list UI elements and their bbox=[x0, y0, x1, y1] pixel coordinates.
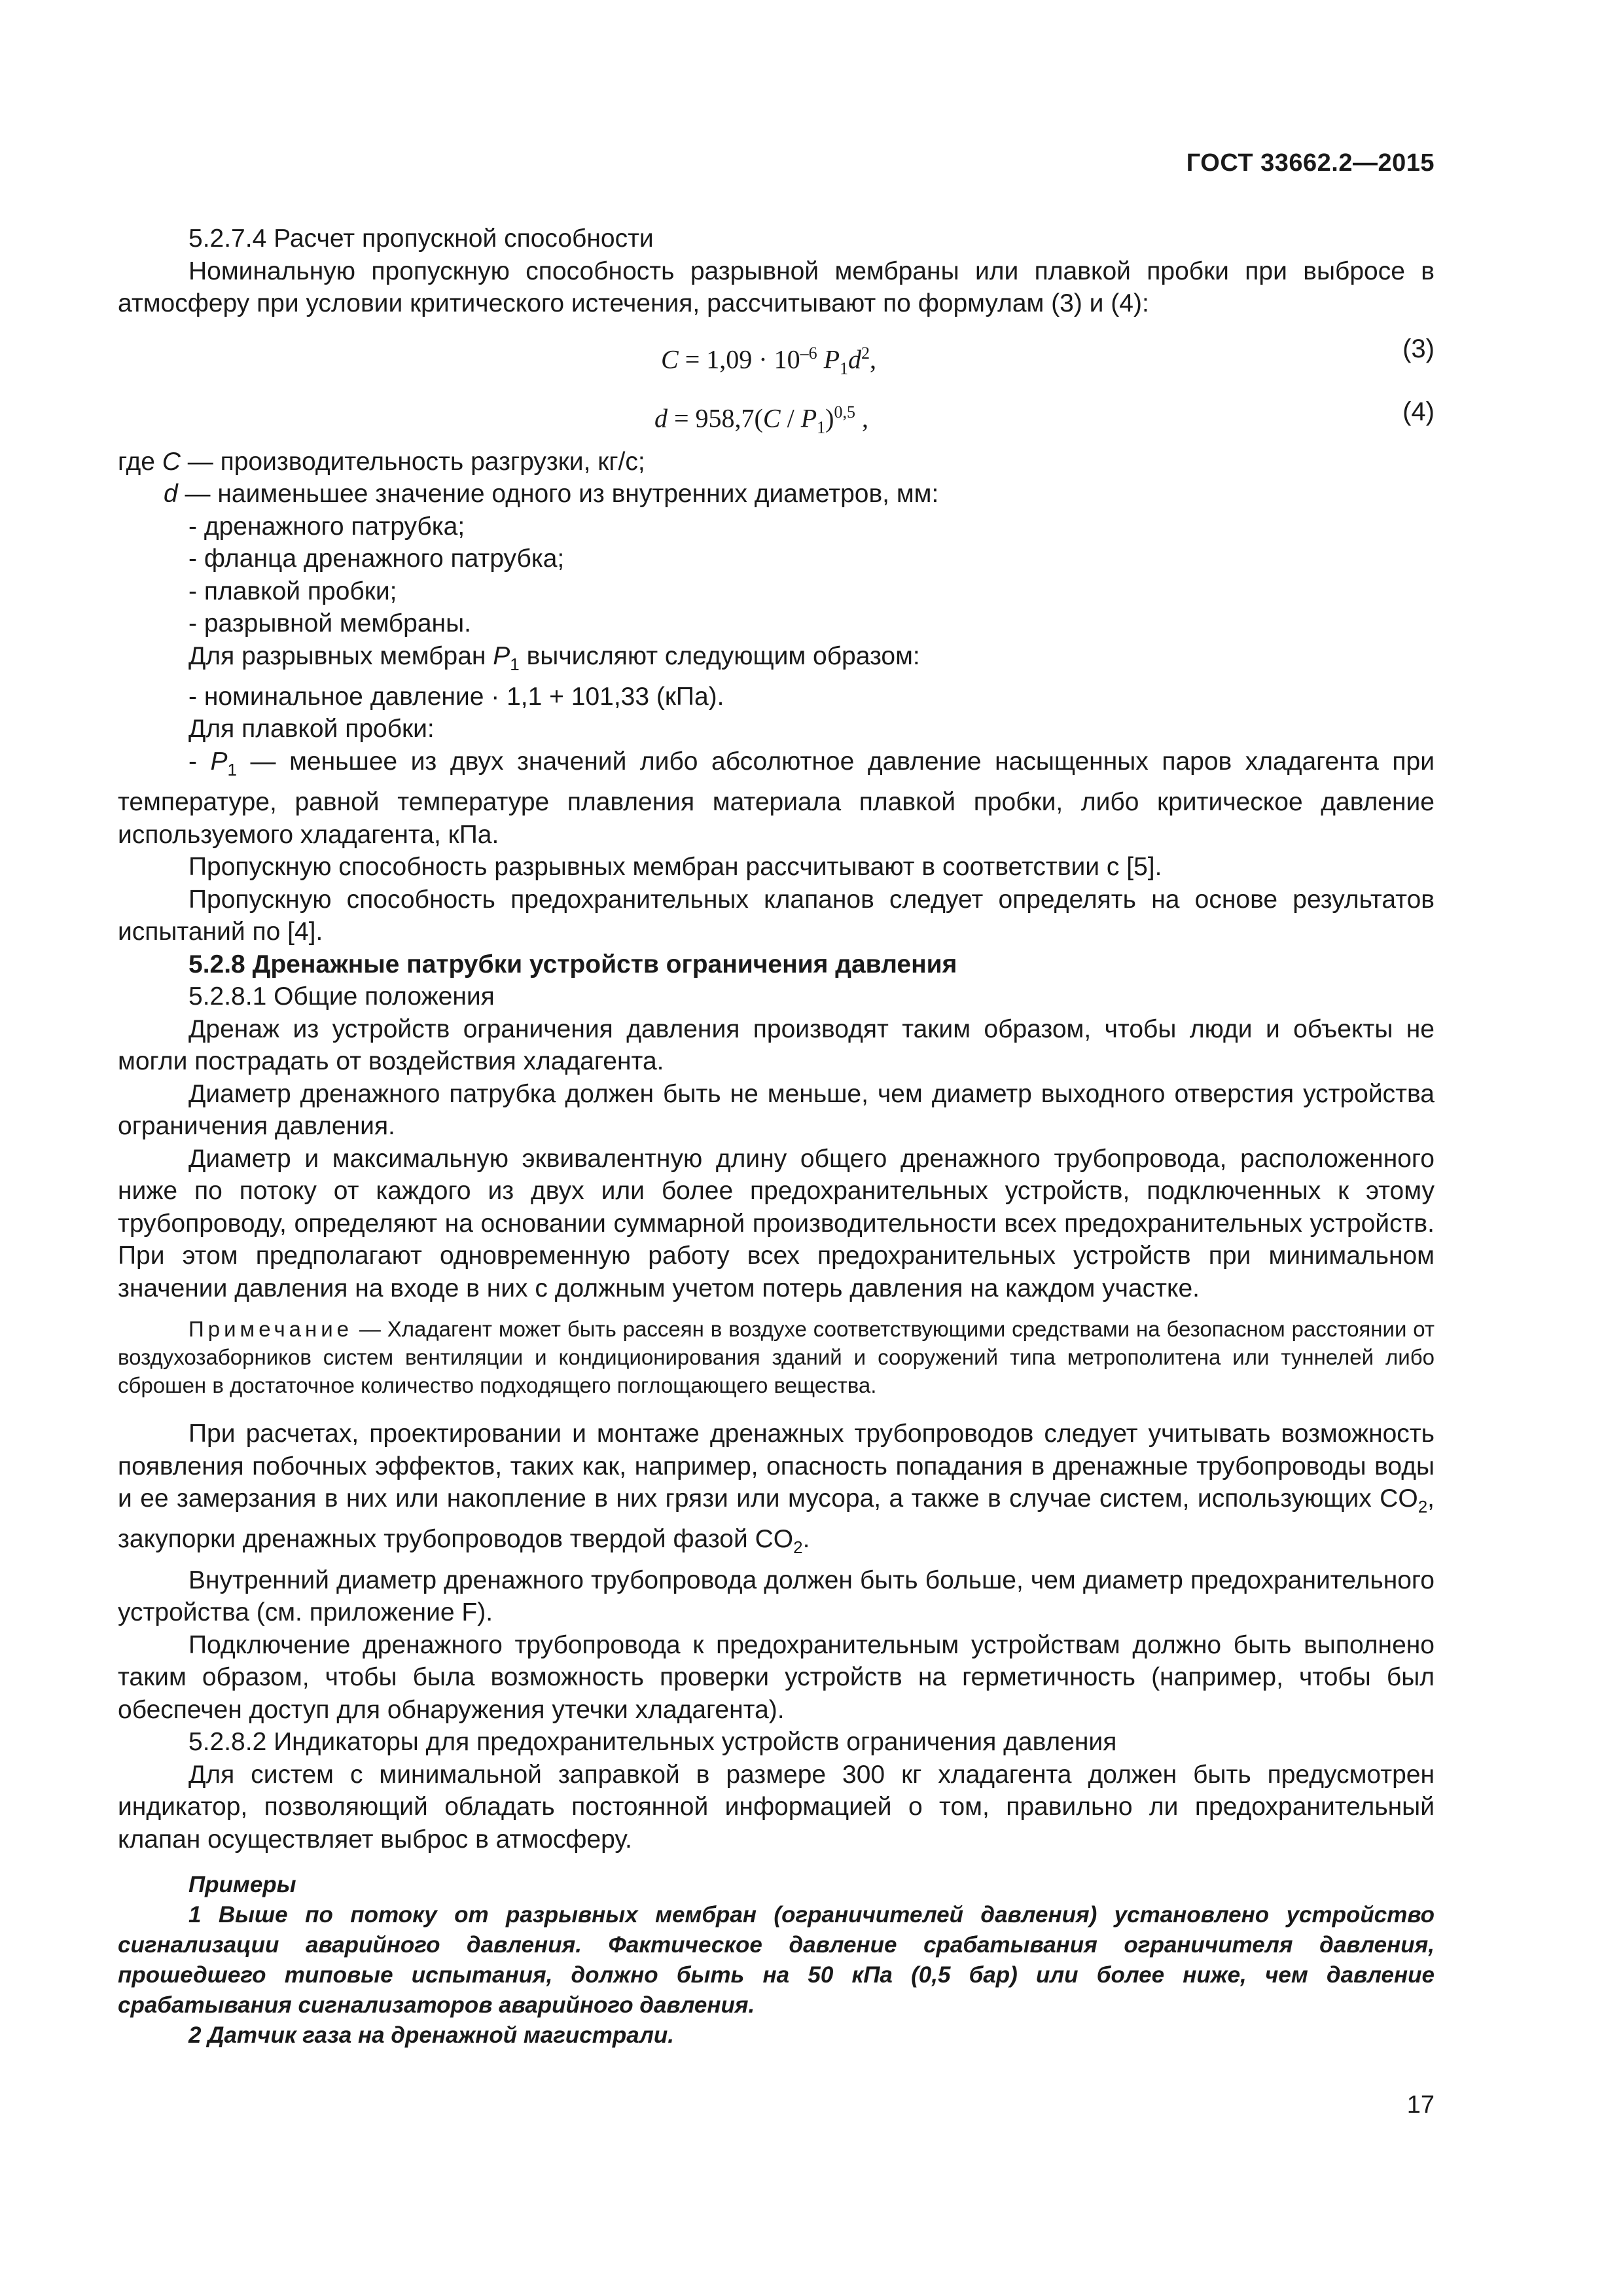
section-5281-p3: Диаметр и максимальную эквивалентную длину общего дренажного трубопровода, расположенного ниже по потоку от каждого из двух или более предохранительных устройств, подключенных к этому трубопроводу, определяют на основании суммарной производительности всех предохранительных устройств. При этом предполагают одновременную работу всех предохранительных устройств при минимальном значении давления на входе в них с должным учетом потерь давления на каждом участке. bbox=[118, 1144, 1435, 1302]
section-528-title: 5.2.8 Дренажные патрубки устройств ограничения давления bbox=[188, 950, 957, 978]
section-5274-title: 5.2.7.4 Расчет пропускной способности bbox=[188, 224, 654, 253]
note-text: — Хладагент может быть рассеян в воздухе соответствующими средствами на безопасном расстоянии от воздухозаборников систем вентиляции и кондиционирования зданий и сооружений типа метрополитена или туннелей либо сброшен в достаточное количество подходящего поглощающего вещества. bbox=[118, 1317, 1435, 1398]
diameter-item-2: - фланца дренажного патрубка; bbox=[188, 545, 565, 573]
where-d: d — наименьшее значение одного из внутренних диаметров, мм: bbox=[164, 480, 939, 508]
examples-title: Примеры bbox=[188, 1872, 296, 1898]
para-capacity-valves: Пропускную способность предохранительных клапанов следует определять на основе результатов испытаний по [4]. bbox=[118, 885, 1435, 946]
doc-header: ГОСТ 33662.2—2015 bbox=[1186, 149, 1435, 177]
where-c: где C — производительность разгрузки, кг/с; bbox=[118, 447, 645, 476]
membranes-item: - номинальное давление · 1,1 + 101,33 (кПа). bbox=[188, 682, 724, 711]
formula-4-number: (4) bbox=[1402, 397, 1435, 426]
note-label: Примечание bbox=[188, 1317, 353, 1342]
para-inner-diameter: Внутренний диаметр дренажного трубопровода должен быть больше, чем диаметр предохранительного устройства (см. приложение F). bbox=[118, 1566, 1435, 1627]
section-5282-title: 5.2.8.2 Индикаторы для предохранительных устройств ограничения давления bbox=[188, 1728, 1117, 1757]
document-body bbox=[118, 223, 1435, 2051]
para-capacity-membranes: Пропускную способность разрывных мембран рассчитывают в соответствии с [5]. bbox=[188, 853, 1162, 882]
formula-3 bbox=[118, 320, 1435, 383]
para-design: При расчетах, проектировании и монтаже дренажных трубопроводов следует учитывать возможность появления побочных эффектов, таких как, например, опасность попадания в дренажные трубопроводы воды и ее замерзания в них или накопление в них грязи или мусора, а также в случае систем, использующих $CO_2$, закупорки дренажных трубопроводов твердой фазой $CO_2$. bbox=[118, 1420, 1435, 1558]
note bbox=[118, 1315, 1435, 1399]
section-5281-p2: Диаметр дренажного патрубка должен быть не меньше, чем диаметр выходного отверстия устройства ограничения давления. bbox=[118, 1079, 1435, 1141]
example-1: 1 Выше по потоку от разрывных мембран (ограничителей давления) установлено устройство сигнализации аварийного давления. Фактическое давление срабатывания ограничителя давления, прошедшего типовые испытания, должно быть на 50 кПа (0,5 бар) или более ниже, чем давление срабатывания сигнализаторов аварийного давления. bbox=[118, 1902, 1435, 2018]
diameter-item-1: - дренажного патрубка; bbox=[188, 512, 465, 541]
examples bbox=[118, 1870, 1435, 2051]
page-number: 17 bbox=[1406, 2091, 1435, 2119]
section-5281-title: 5.2.8.1 Общие положения bbox=[188, 982, 495, 1011]
plug-lead: Для плавкой пробки: bbox=[188, 715, 435, 744]
diameter-item-3: - плавкой пробки; bbox=[188, 577, 397, 605]
diameter-item-4: - разрывной мембраны. bbox=[188, 609, 471, 637]
section-5282-p1: Для систем с минимальной заправкой в размере 300 кг хладагента должен быть предусмотрен индикатор, позволяющий обладать постоянной информацией о том, правильно ли предохранительный клапан осуществляет выброс в атмосферу. bbox=[118, 1760, 1435, 1854]
membranes-lead: Для разрывных мембран $P_1$ вычисляют следующим образом: bbox=[188, 641, 920, 674]
formula-4-expression: $d = 958,7(C / P_1)^{0,5}$ , bbox=[654, 402, 868, 437]
formula-3-expression: $C = 1,09 \cdot 10^{-6}$ $P_1d^2$, bbox=[661, 343, 877, 378]
formula-3-number: (3) bbox=[1402, 334, 1435, 363]
plug-item: - $P_1$ — меньшее из двух значений либо абсолютное давление насыщенных паров хладагента при температуре, равной температуре плавления материала плавкой пробки, либо критическое давление используемого хладагента, кПа. bbox=[118, 747, 1435, 849]
example-2: 2 Датчик газа на дренажной магистрали. bbox=[188, 2022, 674, 2049]
section-5274-intro: Номинальную пропускную способность разрывной мембраны или плавкой пробки при выбросе в атмосферу при условии критического истечения, рассчитывают по формулам (3) и (4): bbox=[118, 257, 1435, 317]
para-connection: Подключение дренажного трубопровода к предохранительным устройствам должно быть выполнено таким образом, чтобы была возможность проверки устройств на герметичность (например, чтобы был обеспечен доступ для обнаружения утечки хладагента). bbox=[118, 1630, 1435, 1724]
section-5281-p1: Дренаж из устройств ограничения давления производят таким образом, чтобы люди и объекты не могли пострадать от воздействия хладагента. bbox=[118, 1014, 1435, 1076]
formula-4 bbox=[118, 383, 1435, 446]
